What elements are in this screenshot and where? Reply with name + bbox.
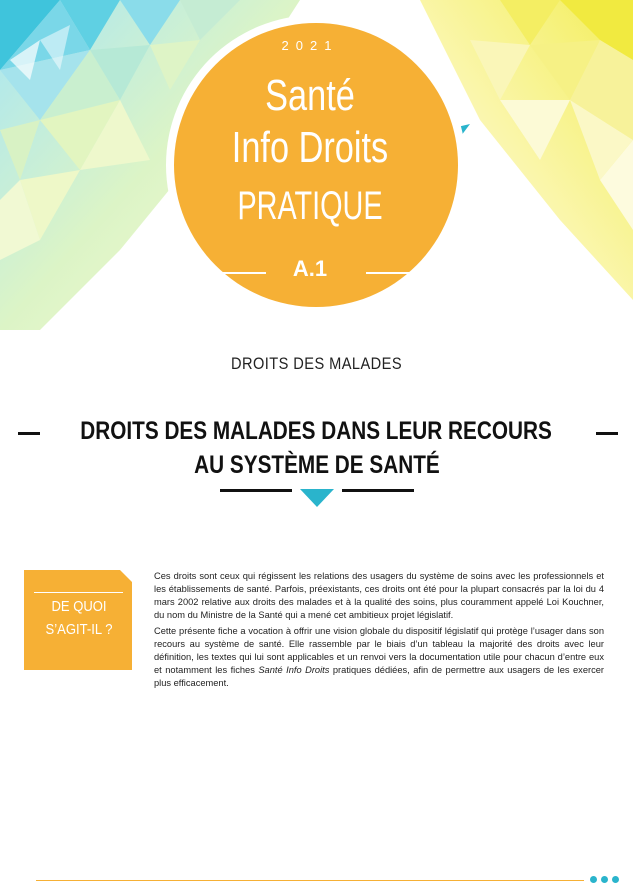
- brand-line-2: Info Droits: [231, 123, 389, 172]
- edition-year: 2021: [281, 38, 339, 53]
- paragraph-2-italic: Santé Info Droits: [258, 664, 330, 675]
- section-label-line-2: S’AGIT-IL ?: [45, 622, 113, 638]
- category-heading: DROITS DES MALADES: [230, 354, 403, 373]
- footer-dots-icon: [590, 876, 619, 883]
- title-underline-right: [342, 489, 414, 492]
- page-title: [0, 414, 633, 482]
- brand-line-3: PRATIQUE: [237, 184, 383, 228]
- footer-rule: [36, 880, 584, 881]
- intro-text: [154, 570, 604, 692]
- title-underline-left: [220, 489, 292, 492]
- title-line-2: AU SYSTÈME DE SANTÉ: [193, 451, 440, 479]
- paragraph-2: [154, 625, 604, 690]
- section-label: [35, 596, 123, 642]
- paragraph-2-end: pratiques dédiées, afin de permettre aux usagers de les exercer plus efficacement.: [154, 664, 604, 688]
- paragraph-2-start: Cette présente fiche a vocation à offrir une vision globale du dispositif législatif qui protège l’usager dans son recours au système de santé. Elle rassemble par le biais d’un tableau la majorité des droits avec leur définition, les textes qui lui sont applicables et un renvoi vers la documentation utile pour chacun d’entre eux et notamment les fiches: [154, 625, 604, 675]
- section-label-rule: [34, 592, 123, 593]
- brand-line-1: Santé: [265, 71, 355, 120]
- box-corner-notch: [120, 570, 134, 584]
- sheet-code: A.1: [292, 256, 328, 281]
- teal-triangle-icon: [300, 489, 334, 509]
- title-line-1: DROITS DES MALADES DANS LEUR RECOURS: [80, 417, 553, 445]
- section-label-line-1: DE QUOI: [51, 599, 107, 615]
- paragraph-1: Ces droits sont ceux qui régissent les relations des usagers du système de soins avec les professionnels et les établissements de santé. Parfois, préexistants, ces droits ont été pour la plupart consacrés par la loi du 4 mars 2002 relative aux droits des malades et à la qualité des soins, plus couramment appelé Loi Kouchner, du nom du Ministre de la Santé qui a mené cet ambitieux projet législatif.: [154, 571, 604, 620]
- code-rule-right: [366, 272, 410, 274]
